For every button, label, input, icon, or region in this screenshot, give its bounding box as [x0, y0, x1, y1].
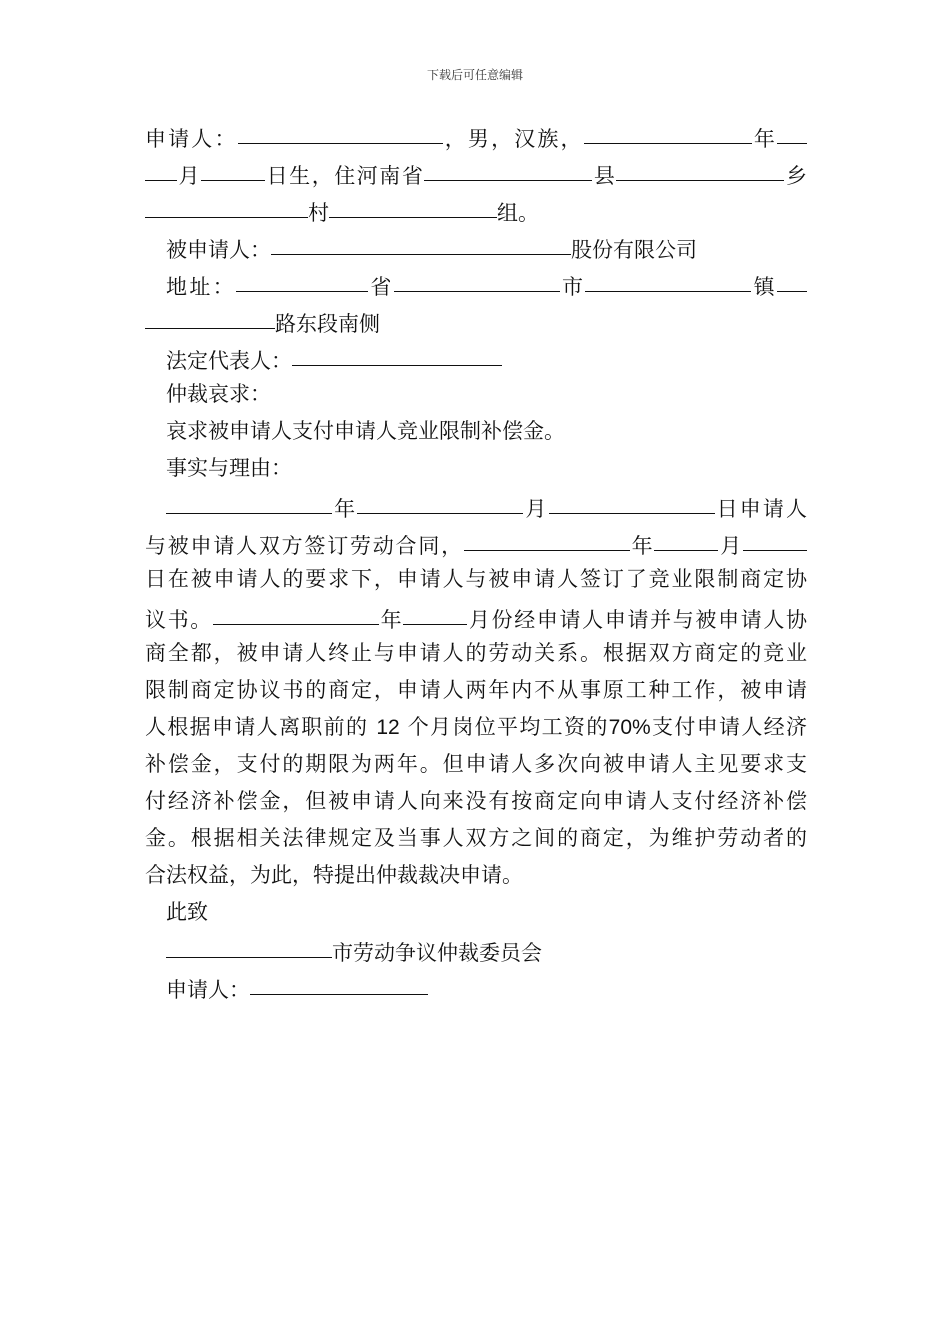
signer-label: 申请人：: [166, 978, 250, 1002]
road-blank-b[interactable]: [145, 300, 275, 329]
committee-label: 市劳动争议仲裁委员会: [332, 941, 542, 965]
sign-day-blank[interactable]: [549, 485, 715, 514]
salutation: 此致: [166, 900, 208, 924]
birth-year-blank[interactable]: [584, 115, 752, 144]
facts-line-3: 日在被申请人的要求下，申请人与被申请人签订了竞业限制商定协: [145, 567, 807, 591]
resign-month-blank[interactable]: [403, 596, 467, 625]
village-blank[interactable]: [145, 189, 308, 218]
month-label: 月: [177, 164, 202, 188]
signer-blank[interactable]: [250, 966, 428, 995]
facts-line-9: 付经济补偿金，但被申请人向来没有按商定向申请人支付经济补偿: [145, 789, 807, 813]
committee-city-blank[interactable]: [166, 929, 332, 958]
percent-number: 70%: [608, 716, 651, 739]
birth-month-blank-b[interactable]: [145, 152, 177, 181]
city-label: 市: [559, 275, 586, 299]
facts-line-7-text-b: 个月岗位平均工资的: [407, 715, 609, 739]
claims-heading: 仲裁哀求：: [166, 382, 271, 406]
respondent-company-blank[interactable]: [271, 226, 571, 255]
township-label: 乡: [784, 164, 808, 188]
facts-line-8: 补偿金，支付的期限为两年。但申请人多次向被申请人主见要求支: [145, 752, 807, 776]
town-blank[interactable]: [585, 263, 751, 292]
county-blank[interactable]: [424, 152, 592, 181]
applicant-label: 申请人：: [145, 127, 238, 151]
facts-line-10: 金。根据相关法律规定及当事人双方之间的商定，为维护劳动者的: [145, 826, 807, 850]
legal-rep-blank[interactable]: [292, 337, 502, 366]
legal-rep-label: 法定代表人：: [166, 349, 292, 373]
signer-line: [145, 968, 807, 1005]
city-blank[interactable]: [394, 263, 560, 292]
committee-line: [145, 931, 807, 968]
legal-rep-line: [145, 339, 807, 376]
sign-year-blank[interactable]: [166, 485, 332, 514]
village-label: 村: [308, 201, 329, 225]
county-label: 县: [592, 164, 617, 188]
road-blank-a[interactable]: [777, 263, 807, 292]
facts-line-4-text-b: 月份经申请人申请并与被申请人协: [467, 608, 808, 632]
arbitration-application: [145, 117, 807, 1005]
applicant-line-3: [145, 191, 807, 228]
claims-text: 哀求被申请人支付申请人竞业限制补偿金。: [166, 419, 565, 443]
province-blank[interactable]: [236, 263, 368, 292]
applicant-name-blank[interactable]: [238, 115, 443, 144]
facts-line-4-text-a: 议书。: [145, 608, 213, 632]
page-header-note: 下载后可任意编辑: [426, 68, 523, 82]
months-number: 12: [376, 716, 400, 739]
resign-year-label: 年: [378, 608, 404, 632]
applicant-line-1: [145, 117, 807, 154]
address-line-2: [145, 302, 807, 339]
gender-ethnic-text: ，男，汉族，: [442, 127, 584, 151]
address-label: 地址：: [166, 275, 236, 299]
facts-line-1: [145, 487, 807, 524]
facts-line-11: 合法权益，为此，特提出仲裁裁决申请。: [145, 863, 523, 887]
town-label: 镇: [751, 275, 778, 299]
facts-heading: 事实与理由：: [166, 456, 292, 480]
facts-line-7-text-a: 人根据申请人离职前的: [145, 715, 369, 739]
contract-month-label: 月: [718, 534, 744, 558]
contract-year-blank[interactable]: [464, 522, 630, 551]
facts-month-label: 月: [523, 497, 549, 521]
contract-month-blank[interactable]: [654, 522, 718, 551]
province-label: 省: [368, 275, 394, 299]
respondent-line: [145, 228, 807, 265]
facts-line-7-text-c: 支付申请人经济: [650, 715, 808, 739]
group-blank[interactable]: [329, 189, 497, 218]
address-line-1: [145, 265, 807, 302]
company-suffix: 股份有限公司: [571, 238, 697, 262]
birth-month-blank-a[interactable]: [777, 115, 807, 144]
year-label: 年: [751, 127, 778, 151]
facts-day-text: 日申请人: [714, 497, 807, 521]
facts-line-6: 限制商定协议书的商定，申请人两年内不从事原工种工作，被申请: [145, 678, 807, 702]
facts-year-label: 年: [332, 497, 358, 521]
group-label: 组。: [497, 201, 539, 225]
applicant-line-2: [145, 154, 807, 191]
facts-line-7: [145, 709, 807, 746]
facts-line-2-text: 与被申请人双方签订劳动合同，: [145, 534, 464, 558]
facts-line-5: 商全都，被申请人终止与申请人的劳动关系。根据双方商定的竞业: [145, 641, 807, 665]
contract-year-label: 年: [629, 534, 655, 558]
respondent-label: 被申请人：: [166, 238, 271, 262]
township-blank[interactable]: [616, 152, 784, 181]
sign-month-blank[interactable]: [357, 485, 523, 514]
birth-day-blank[interactable]: [201, 152, 265, 181]
road-label: 路东段南侧: [275, 312, 380, 336]
contract-day-blank[interactable]: [743, 522, 807, 551]
resign-year-blank[interactable]: [213, 596, 379, 625]
facts-line-2: [145, 524, 807, 561]
facts-line-4: [145, 598, 807, 635]
day-live-text: 日生，住河南省: [265, 164, 425, 188]
